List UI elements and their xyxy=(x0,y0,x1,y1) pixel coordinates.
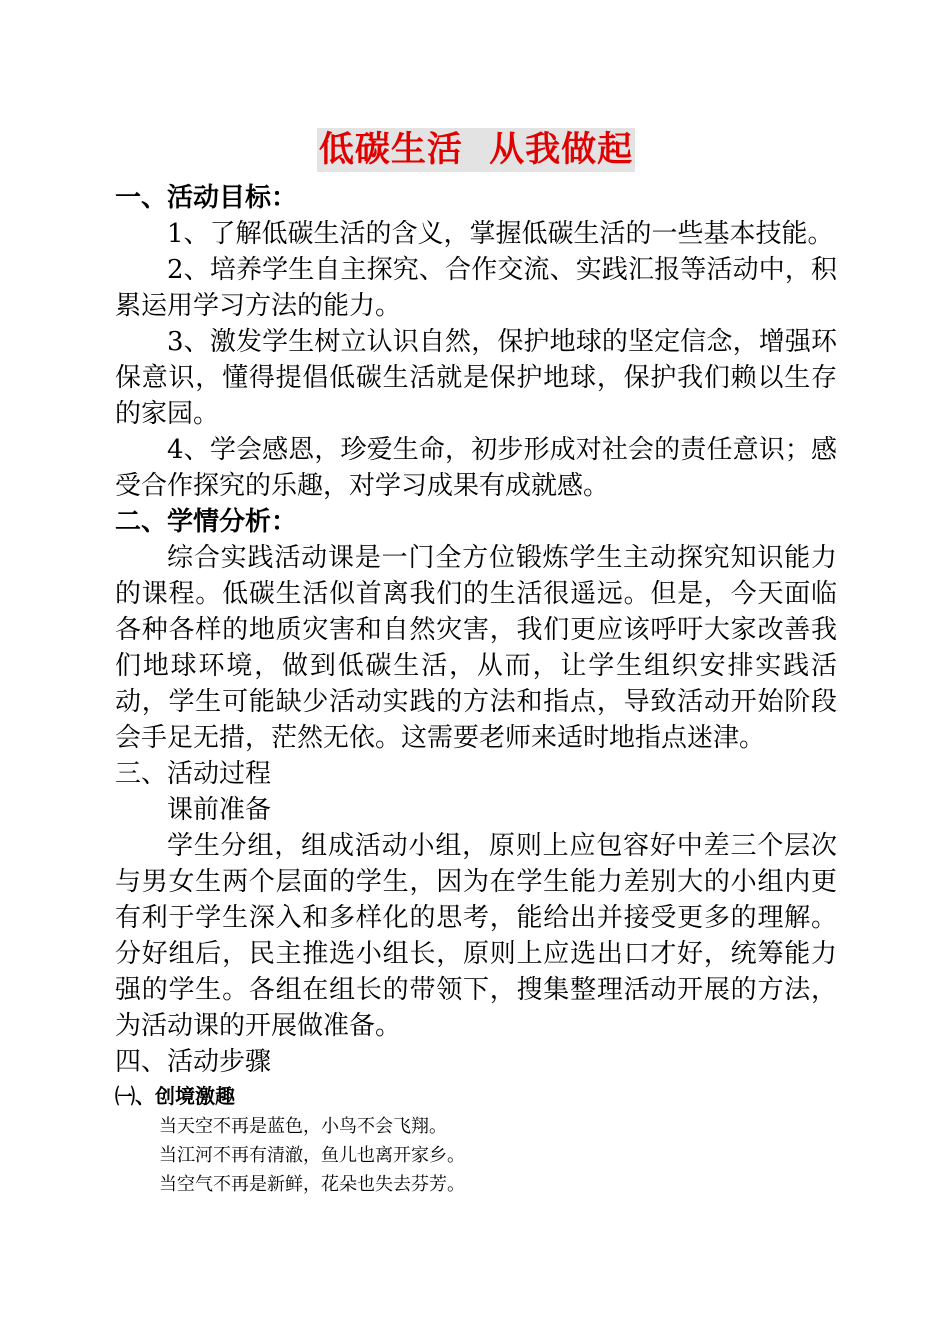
poem-line-3: 当空气不再是新鲜，花朵也失去芬芳。 xyxy=(159,1174,465,1195)
document-title: 低碳生活 从我做起 xyxy=(318,130,634,170)
analysis-paragraph: 综合实践活动课是一门全方位锻炼学生主动探究知识能力的课程。低碳生活似首离我们的生活很遥远。但是，今天面临各种各样的地质灾害和自然灾害，我们更应该呼吁大家改善我们地球环境，做到低碳生活，从而，让学生组织安排实践活动，学生可能缺少活动实践的方法和指点，导致活动开始阶段会手足无措，茫然无依。这需要老师来适时地指点迷津。 xyxy=(115,543,837,753)
steps-subheading: ㈠、创境激趣 xyxy=(115,1084,235,1108)
goal-paragraph-3: 3、激发学生树立认识自然，保护地球的坚定信念，增强环保意识，懂得提倡低碳生活就是保护地球，保护我们赖以生存的家园。 xyxy=(115,327,837,429)
process-subtitle: 课前准备 xyxy=(167,795,272,825)
document-page xyxy=(115,118,837,1199)
goal-paragraph-2: 2、培养学生自主探究、合作交流、实践汇报等活动中，积累运用学习方法的能力。 xyxy=(115,255,837,321)
poem-line-1: 当天空不再是蓝色，小鸟不会飞翔。 xyxy=(159,1116,447,1137)
poem-line-2: 当江河不再有清澈，鱼儿也离开家乡。 xyxy=(159,1145,465,1166)
goal-paragraph-1: 1、了解低碳生活的含义，掌握低碳生活的一些基本技能。 xyxy=(167,219,834,249)
goal-paragraph-4: 4、学会感恩，珍爱生命，初步形成对社会的责任意识；感受合作探究的乐趣，对学习成果有成就感。 xyxy=(115,435,837,501)
process-paragraph: 学生分组，组成活动小组，原则上应包容好中差三个层次与男女生两个层面的学生，因为在学生能力差别大的小组内更有利于学生深入和多样化的思考，能给出并接受更多的理解。分好组后，民主推选小组长，原则上应选出口才好，统筹能力强的学生。各组在组长的带领下，搜集整理活动开展的方法，为活动课的开展做准备。 xyxy=(115,831,837,1041)
section-heading-process: 三、活动过程 xyxy=(115,759,272,789)
section-heading-steps: 四、活动步骤 xyxy=(115,1047,272,1077)
section-heading-goals: 一、活动目标： xyxy=(115,183,298,213)
section-heading-analysis: 二、学情分析： xyxy=(115,507,298,537)
title-wrap xyxy=(115,128,837,180)
